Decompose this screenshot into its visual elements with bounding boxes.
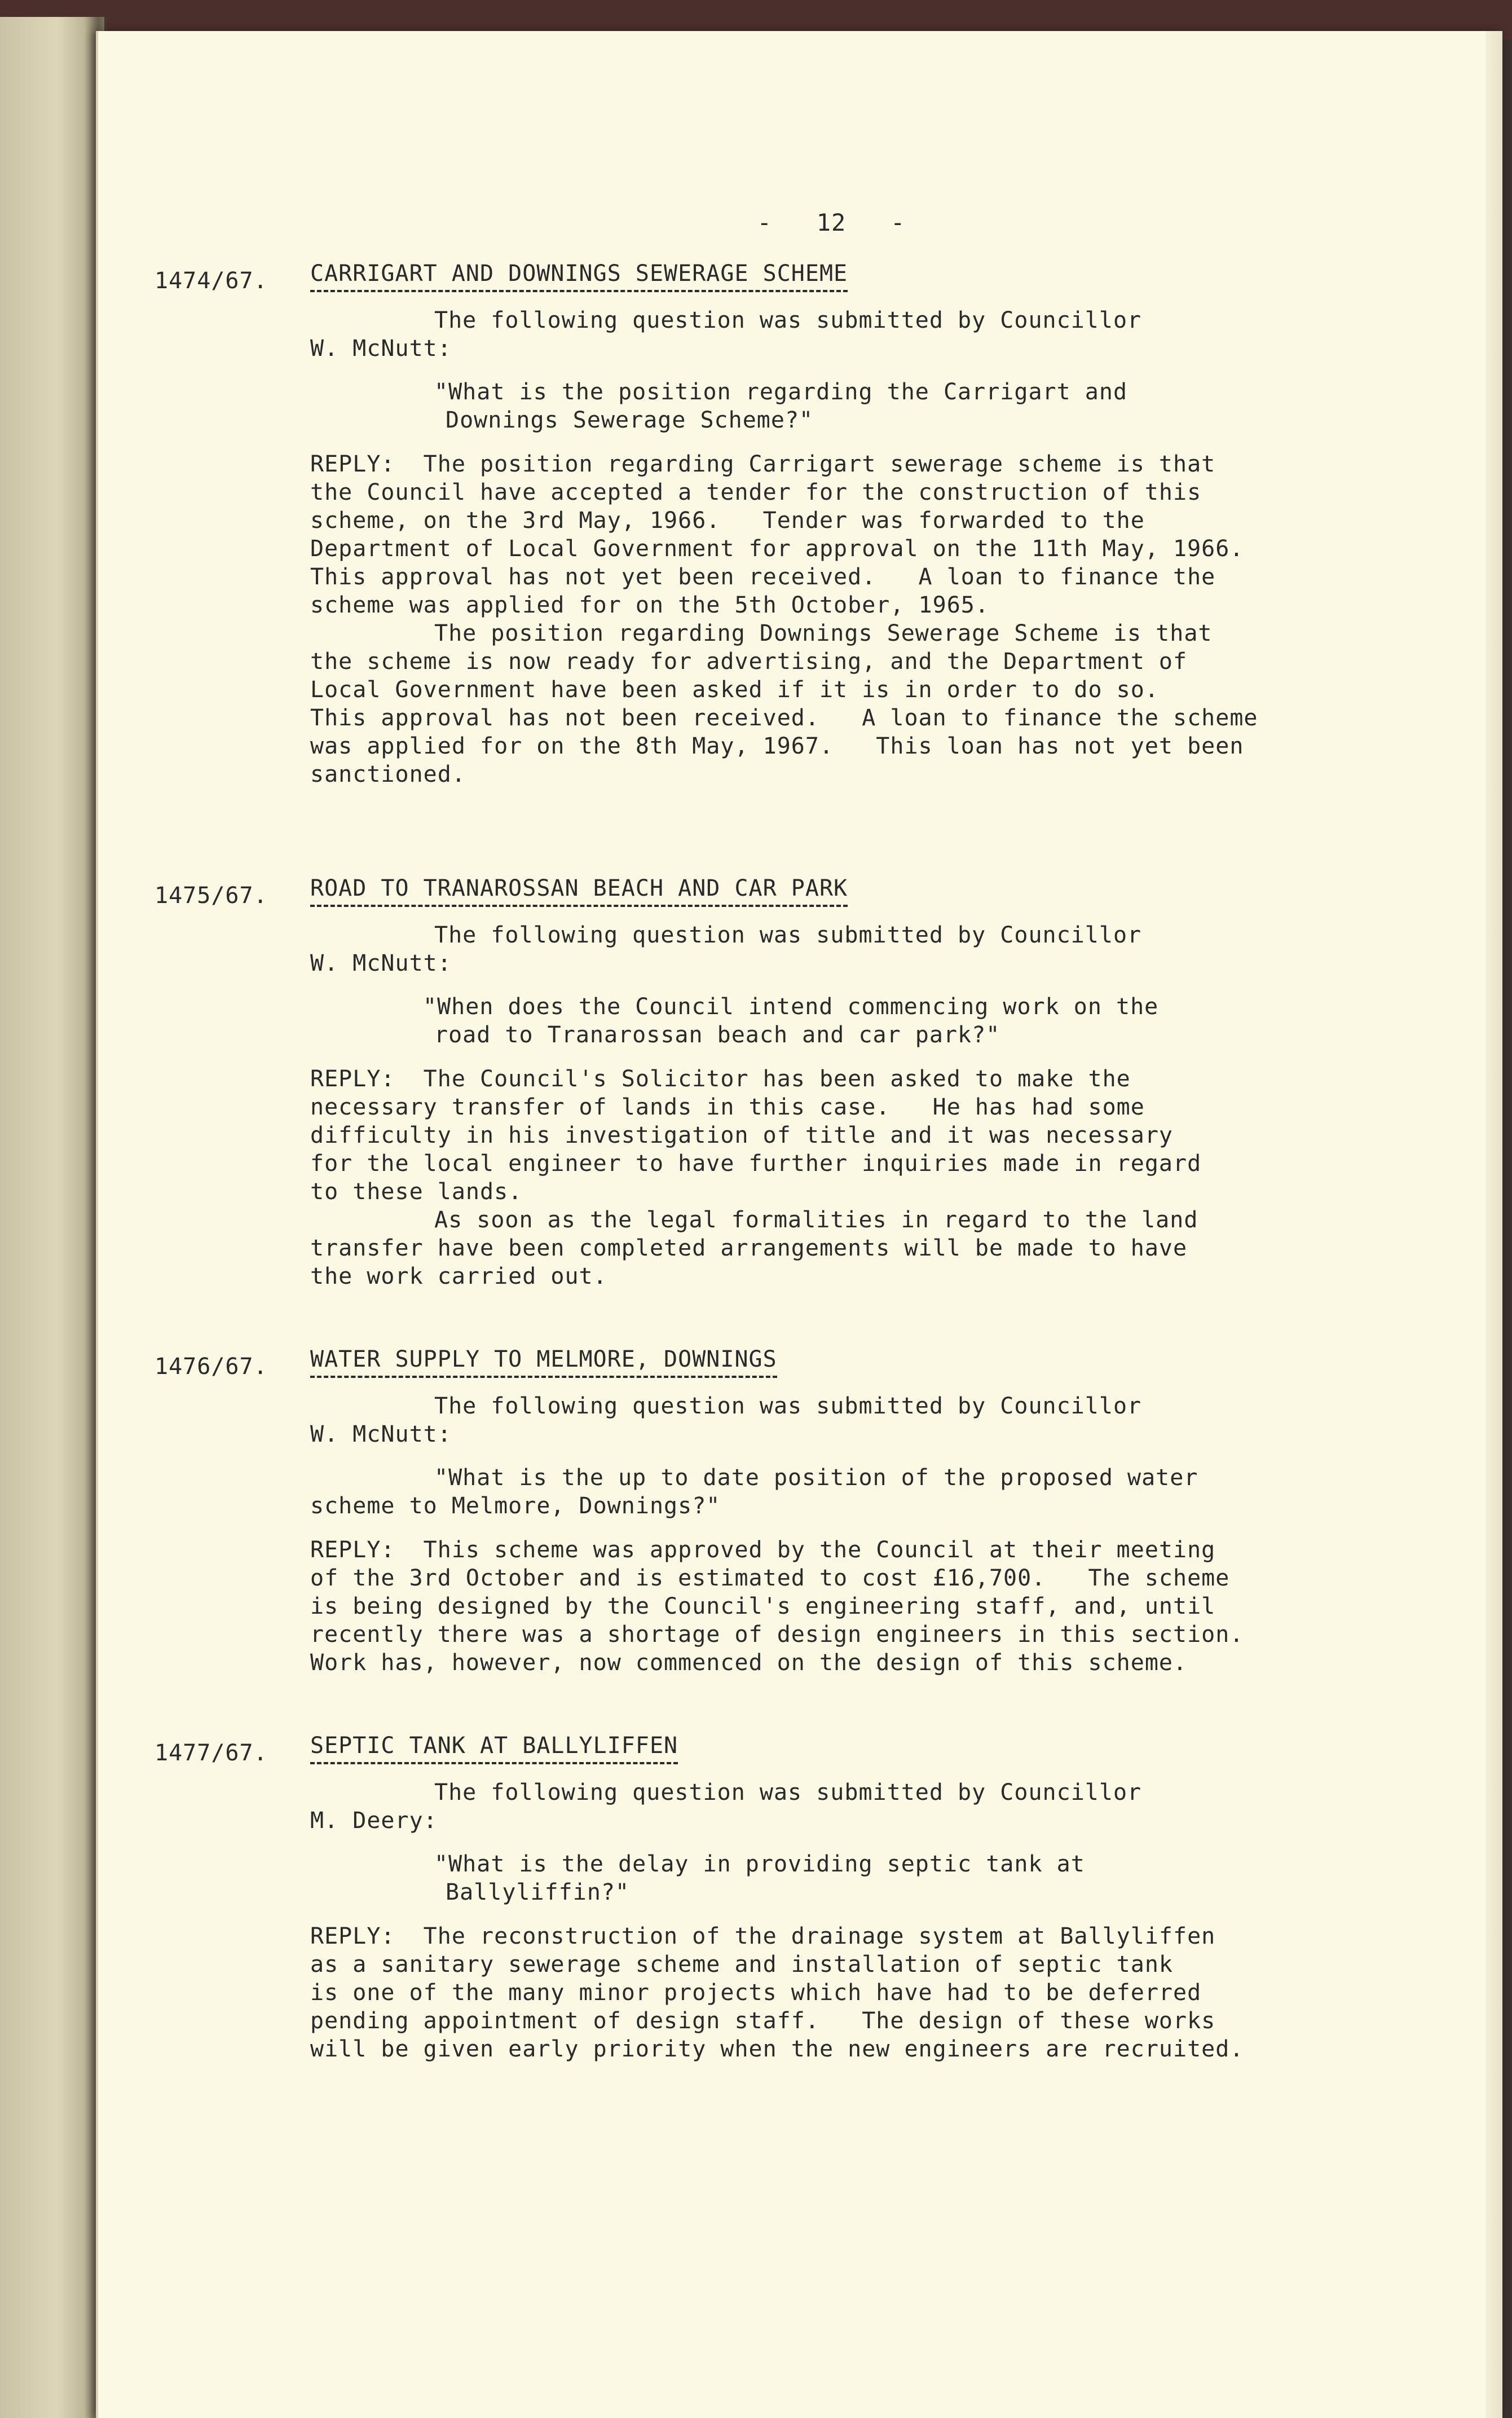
question-line: "What is the up to date position of the proposed water bbox=[434, 1465, 1198, 1491]
reply-line: the work carried out. bbox=[310, 1263, 607, 1289]
question-line: Downings Sewerage Scheme?" bbox=[446, 407, 814, 433]
reply-line: sanctioned. bbox=[310, 761, 466, 787]
reply-line: Work has, however, now commenced on the design of this scheme. bbox=[310, 1650, 1188, 1676]
intro-line: W. McNutt: bbox=[310, 336, 452, 362]
reply-line: The position regarding Downings Sewerage Scheme is that bbox=[434, 620, 1213, 646]
page-number: - 12 - bbox=[757, 209, 906, 236]
reply-line: REPLY: The reconstruction of the drainage system at Ballyliffen bbox=[310, 1923, 1216, 1949]
item-title: ROAD TO TRANAROSSAN BEACH AND CAR PARK bbox=[310, 874, 848, 907]
reply-line: will be given early priority when the new engineers are recruited. bbox=[310, 2036, 1244, 2062]
intro-line: W. McNutt: bbox=[310, 1421, 452, 1447]
item-reference: 1477/67. bbox=[155, 1740, 268, 1766]
intro-line: The following question was submitted by Councillor bbox=[434, 1393, 1142, 1419]
reply-line: REPLY: This scheme was approved by the Council at their meeting bbox=[310, 1537, 1216, 1563]
reply-line: REPLY: The Council's Solicitor has been asked to make the bbox=[310, 1066, 1131, 1092]
reply-line: as a sanitary sewerage scheme and installation of septic tank bbox=[310, 1952, 1174, 1977]
reply-line: to these lands. bbox=[310, 1179, 523, 1205]
reply-line: is one of the many minor projects which have had to be deferred bbox=[310, 1980, 1202, 2006]
item-reference: 1475/67. bbox=[155, 883, 268, 909]
reply-line: As soon as the legal formalities in regard to the land bbox=[434, 1207, 1198, 1233]
reply-line: was applied for on the 8th May, 1967. This loan has not yet been bbox=[310, 733, 1244, 759]
reply-line: transfer have been completed arrangements will be made to have bbox=[310, 1235, 1188, 1261]
reply-line: scheme, on the 3rd May, 1966. Tender was forwarded to the bbox=[310, 508, 1145, 534]
reply-line: REPLY: The position regarding Carrigart sewerage scheme is that bbox=[310, 451, 1216, 477]
question-line: road to Tranarossan beach and car park?" bbox=[434, 1022, 1000, 1048]
intro-line: The following question was submitted by Councillor bbox=[434, 1780, 1142, 1805]
page-stack-edge bbox=[1485, 31, 1502, 2418]
reply-line: Department of Local Government for approval on the 11th May, 1966. bbox=[310, 536, 1244, 562]
reply-line: This approval has not yet been received. A loan to finance the bbox=[310, 564, 1216, 590]
intro-line: W. McNutt: bbox=[310, 950, 452, 976]
reply-line: This approval has not been received. A loan to finance the scheme bbox=[310, 705, 1258, 731]
intro-line: The following question was submitted by Councillor bbox=[434, 307, 1142, 333]
item-title: WATER SUPPLY TO MELMORE, DOWNINGS bbox=[310, 1345, 777, 1378]
reply-line: necessary transfer of lands in this case. He has had some bbox=[310, 1094, 1145, 1120]
item-reference: 1476/67. bbox=[155, 1354, 268, 1380]
question-line: "When does the Council intend commencing work on the bbox=[423, 994, 1159, 1020]
item-title: SEPTIC TANK AT BALLYLIFFEN bbox=[310, 1732, 678, 1764]
question-line: Ballyliffin?" bbox=[446, 1879, 630, 1905]
reply-line: is being designed by the Council's engineering staff, and, until bbox=[310, 1593, 1216, 1619]
reply-line: the scheme is now ready for advertising, and the Department of bbox=[310, 649, 1188, 675]
question-line: "What is the delay in providing septic tank at bbox=[434, 1851, 1085, 1877]
question-line: "What is the position regarding the Carrigart and bbox=[434, 379, 1128, 405]
intro-line: M. Deery: bbox=[310, 1808, 438, 1834]
reply-line: Local Government have been asked if it is in order to do so. bbox=[310, 677, 1159, 703]
reply-line: scheme was applied for on the 5th October, 1965. bbox=[310, 592, 989, 618]
item-reference: 1474/67. bbox=[155, 268, 268, 294]
reply-line: pending appointment of design staff. The design of these works bbox=[310, 2008, 1216, 2034]
reply-line: for the local engineer to have further inquiries made in regard bbox=[310, 1151, 1202, 1177]
document-page bbox=[96, 31, 1502, 2418]
reply-line: difficulty in his investigation of title and it was necessary bbox=[310, 1122, 1174, 1148]
question-line: scheme to Melmore, Downings?" bbox=[310, 1493, 721, 1519]
reply-line: recently there was a shortage of design engineers in this section. bbox=[310, 1622, 1244, 1648]
reply-line: of the 3rd October and is estimated to cost £16,700. The scheme bbox=[310, 1565, 1230, 1591]
item-title: CARRIGART AND DOWNINGS SEWERAGE SCHEME bbox=[310, 259, 848, 292]
reply-line: the Council have accepted a tender for the construction of this bbox=[310, 479, 1202, 505]
intro-line: The following question was submitted by Councillor bbox=[434, 922, 1142, 948]
